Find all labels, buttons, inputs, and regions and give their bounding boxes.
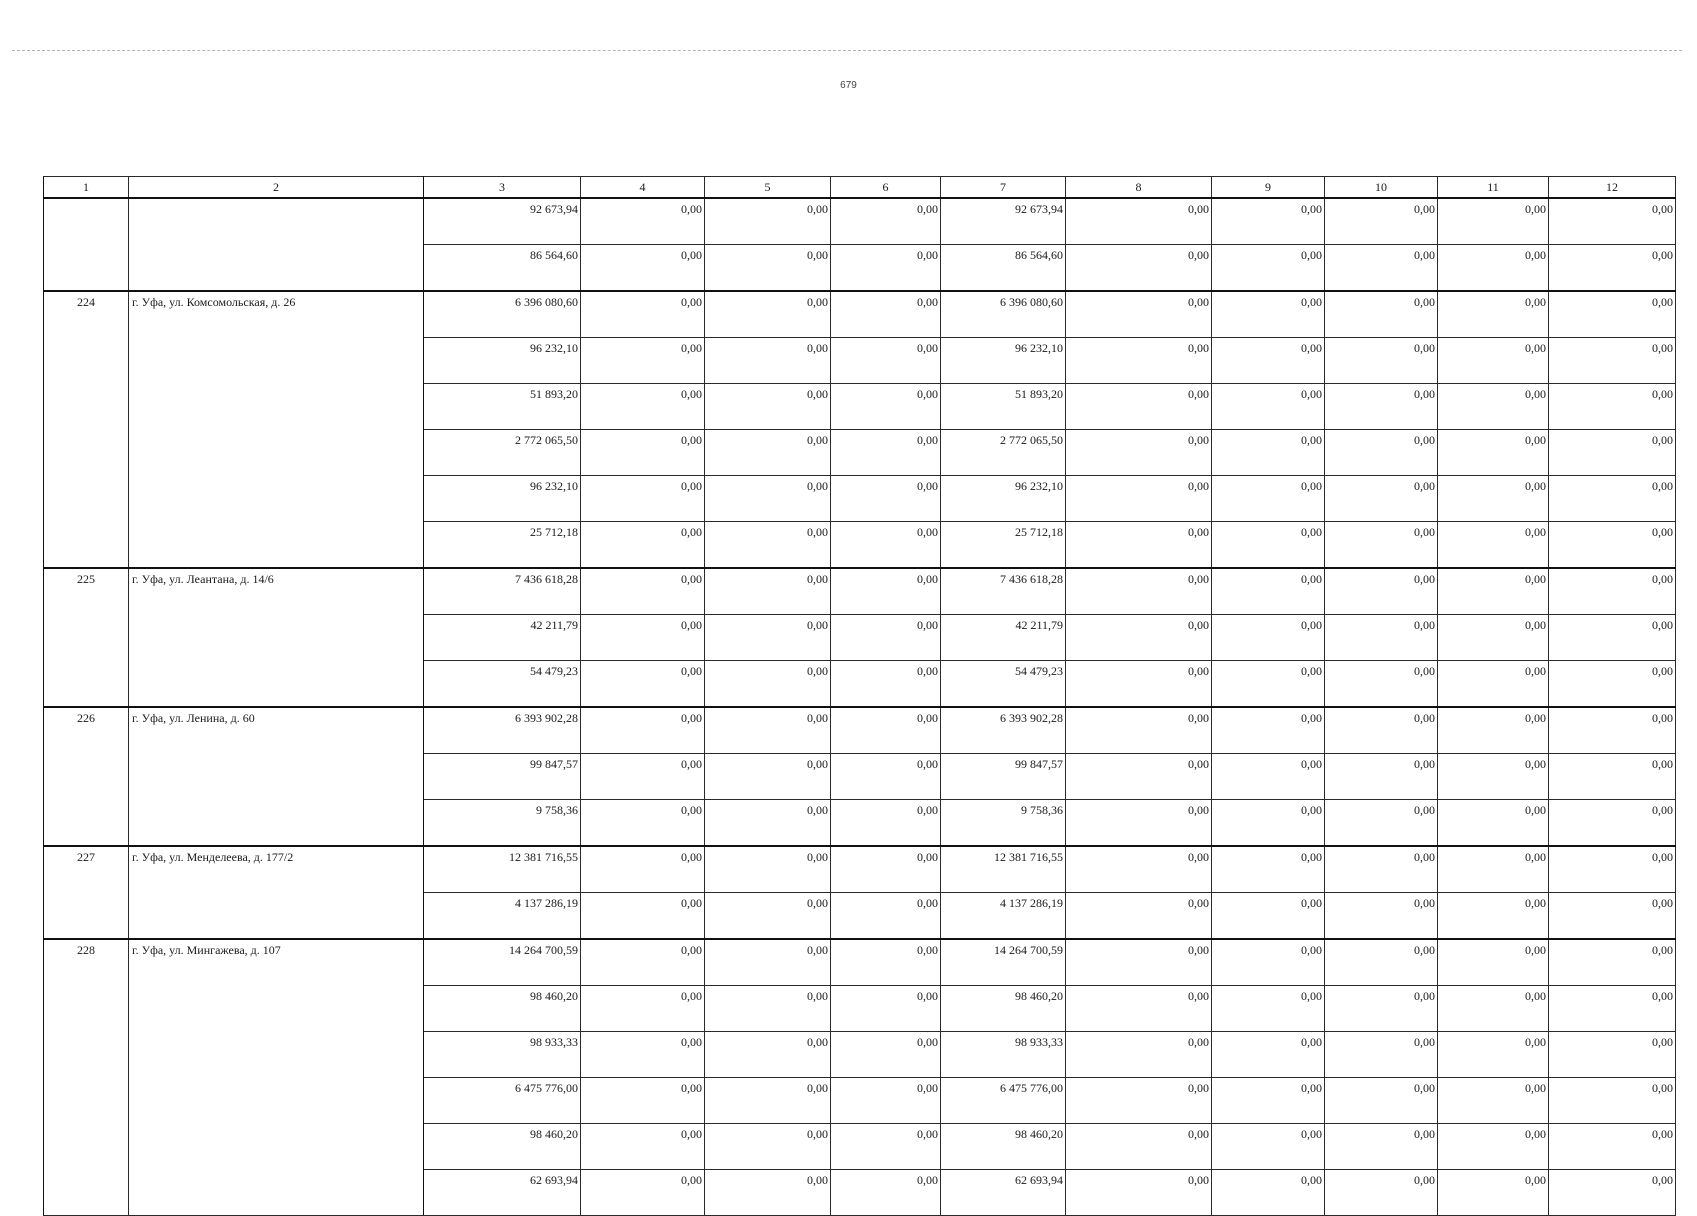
table-row: [44, 198, 1676, 245]
value-cell-col9: 0,00: [1212, 476, 1325, 522]
column-header-11: 11: [1438, 177, 1549, 199]
value-cell-col11: 0,00: [1438, 522, 1549, 569]
value-cell-col4: 0,00: [581, 939, 705, 986]
value-cell-col8: 0,00: [1066, 245, 1212, 292]
value-cell-col10: 0,00: [1325, 615, 1438, 661]
value-cell-col12: 0,00: [1549, 1032, 1676, 1078]
value-cell-col5: 0,00: [705, 384, 831, 430]
value-cell-col3: 99 847,57: [424, 754, 581, 800]
value-cell-col12: 0,00: [1549, 198, 1676, 245]
value-cell-col6: 0,00: [831, 430, 941, 476]
value-cell-col12: 0,00: [1549, 338, 1676, 384]
value-cell-col10: 0,00: [1325, 568, 1438, 615]
value-cell-col8: 0,00: [1066, 754, 1212, 800]
value-cell-col9: 0,00: [1212, 291, 1325, 338]
value-cell-col11: 0,00: [1438, 430, 1549, 476]
value-cell-col9: 0,00: [1212, 939, 1325, 986]
value-cell-col6: 0,00: [831, 198, 941, 245]
value-cell-col3: 51 893,20: [424, 384, 581, 430]
value-cell-col9: 0,00: [1212, 245, 1325, 292]
value-cell-col6: 0,00: [831, 1124, 941, 1170]
value-cell-col9: 0,00: [1212, 384, 1325, 430]
value-cell-col7: 12 381 716,55: [941, 846, 1066, 893]
address-cell: г. Уфа, ул. Ленина, д. 60: [129, 707, 424, 846]
column-header-7: 7: [941, 177, 1066, 199]
value-cell-col6: 0,00: [831, 384, 941, 430]
value-cell-col6: 0,00: [831, 1032, 941, 1078]
value-cell-col5: 0,00: [705, 291, 831, 338]
value-cell-col10: 0,00: [1325, 476, 1438, 522]
value-cell-col5: 0,00: [705, 568, 831, 615]
value-cell-col5: 0,00: [705, 939, 831, 986]
value-cell-col6: 0,00: [831, 1170, 941, 1216]
value-cell-col11: 0,00: [1438, 1170, 1549, 1216]
value-cell-col4: 0,00: [581, 800, 705, 847]
value-cell-col7: 7 436 618,28: [941, 568, 1066, 615]
value-cell-col12: 0,00: [1549, 986, 1676, 1032]
value-cell-col4: 0,00: [581, 846, 705, 893]
column-header-10: 10: [1325, 177, 1438, 199]
value-cell-col3: 6 396 080,60: [424, 291, 581, 338]
value-cell-col7: 14 264 700,59: [941, 939, 1066, 986]
value-cell-col10: 0,00: [1325, 245, 1438, 292]
value-cell-col4: 0,00: [581, 291, 705, 338]
row-number-cell: 225: [44, 568, 129, 707]
value-cell-col9: 0,00: [1212, 986, 1325, 1032]
column-header-9: 9: [1212, 177, 1325, 199]
value-cell-col8: 0,00: [1066, 198, 1212, 245]
address-cell: г. Уфа, ул. Менделеева, д. 177/2: [129, 846, 424, 939]
value-cell-col11: 0,00: [1438, 568, 1549, 615]
value-cell-col4: 0,00: [581, 522, 705, 569]
table-row: [44, 846, 1676, 893]
value-cell-col5: 0,00: [705, 1170, 831, 1216]
value-cell-col3: 25 712,18: [424, 522, 581, 569]
value-cell-col7: 6 475 776,00: [941, 1078, 1066, 1124]
value-cell-col7: 98 933,33: [941, 1032, 1066, 1078]
value-cell-col10: 0,00: [1325, 846, 1438, 893]
value-cell-col5: 0,00: [705, 707, 831, 754]
value-cell-col11: 0,00: [1438, 1078, 1549, 1124]
value-cell-col11: 0,00: [1438, 800, 1549, 847]
value-cell-col12: 0,00: [1549, 476, 1676, 522]
value-cell-col10: 0,00: [1325, 939, 1438, 986]
value-cell-col8: 0,00: [1066, 1032, 1212, 1078]
value-cell-col10: 0,00: [1325, 1170, 1438, 1216]
column-header-2: 2: [129, 177, 424, 199]
value-cell-col12: 0,00: [1549, 384, 1676, 430]
row-number-cell: 224: [44, 291, 129, 568]
value-cell-col3: 98 933,33: [424, 1032, 581, 1078]
header-row: [44, 177, 1676, 199]
value-cell-col12: 0,00: [1549, 430, 1676, 476]
value-cell-col7: 92 673,94: [941, 198, 1066, 245]
table-row: [44, 939, 1676, 986]
value-cell-col10: 0,00: [1325, 338, 1438, 384]
value-cell-col6: 0,00: [831, 568, 941, 615]
column-header-8: 8: [1066, 177, 1212, 199]
value-cell-col4: 0,00: [581, 198, 705, 245]
value-cell-col4: 0,00: [581, 384, 705, 430]
value-cell-col7: 9 758,36: [941, 800, 1066, 847]
value-cell-col3: 42 211,79: [424, 615, 581, 661]
value-cell-col9: 0,00: [1212, 754, 1325, 800]
value-cell-col9: 0,00: [1212, 1078, 1325, 1124]
value-cell-col12: 0,00: [1549, 754, 1676, 800]
value-cell-col10: 0,00: [1325, 198, 1438, 245]
value-cell-col10: 0,00: [1325, 707, 1438, 754]
value-cell-col9: 0,00: [1212, 198, 1325, 245]
value-cell-col8: 0,00: [1066, 291, 1212, 338]
value-cell-col3: 7 436 618,28: [424, 568, 581, 615]
value-cell-col7: 51 893,20: [941, 384, 1066, 430]
value-cell-col8: 0,00: [1066, 568, 1212, 615]
value-cell-col12: 0,00: [1549, 939, 1676, 986]
value-cell-col9: 0,00: [1212, 846, 1325, 893]
value-cell-col9: 0,00: [1212, 800, 1325, 847]
row-number-cell: 228: [44, 939, 129, 1216]
column-header-1: 1: [44, 177, 129, 199]
value-cell-col8: 0,00: [1066, 846, 1212, 893]
value-cell-col8: 0,00: [1066, 939, 1212, 986]
value-cell-col8: 0,00: [1066, 661, 1212, 708]
value-cell-col12: 0,00: [1549, 1124, 1676, 1170]
value-cell-col9: 0,00: [1212, 707, 1325, 754]
table-row: [44, 568, 1676, 615]
value-cell-col7: 96 232,10: [941, 476, 1066, 522]
value-cell-col7: 98 460,20: [941, 986, 1066, 1032]
value-cell-col7: 96 232,10: [941, 338, 1066, 384]
value-cell-col8: 0,00: [1066, 338, 1212, 384]
value-cell-col5: 0,00: [705, 522, 831, 569]
value-cell-col5: 0,00: [705, 430, 831, 476]
value-cell-col6: 0,00: [831, 846, 941, 893]
value-cell-col11: 0,00: [1438, 1124, 1549, 1170]
value-cell-col7: 54 479,23: [941, 661, 1066, 708]
value-cell-col9: 0,00: [1212, 568, 1325, 615]
row-number-cell: [44, 198, 129, 291]
value-cell-col3: 54 479,23: [424, 661, 581, 708]
scan-edge-line: [12, 50, 1682, 51]
value-cell-col8: 0,00: [1066, 893, 1212, 940]
value-cell-col11: 0,00: [1438, 893, 1549, 940]
value-cell-col6: 0,00: [831, 754, 941, 800]
value-cell-col9: 0,00: [1212, 661, 1325, 708]
value-cell-col9: 0,00: [1212, 1032, 1325, 1078]
page-number: 679: [840, 80, 857, 91]
value-cell-col3: 12 381 716,55: [424, 846, 581, 893]
value-cell-col5: 0,00: [705, 661, 831, 708]
value-cell-col3: 9 758,36: [424, 800, 581, 847]
value-cell-col10: 0,00: [1325, 754, 1438, 800]
value-cell-col12: 0,00: [1549, 893, 1676, 940]
value-cell-col8: 0,00: [1066, 986, 1212, 1032]
column-header-12: 12: [1549, 177, 1676, 199]
value-cell-col11: 0,00: [1438, 476, 1549, 522]
value-cell-col4: 0,00: [581, 1124, 705, 1170]
value-cell-col10: 0,00: [1325, 986, 1438, 1032]
value-cell-col6: 0,00: [831, 939, 941, 986]
value-cell-col12: 0,00: [1549, 1078, 1676, 1124]
value-cell-col7: 98 460,20: [941, 1124, 1066, 1170]
value-cell-col5: 0,00: [705, 1078, 831, 1124]
value-cell-col11: 0,00: [1438, 198, 1549, 245]
value-cell-col11: 0,00: [1438, 1032, 1549, 1078]
value-cell-col11: 0,00: [1438, 707, 1549, 754]
value-cell-col8: 0,00: [1066, 800, 1212, 847]
value-cell-col7: 42 211,79: [941, 615, 1066, 661]
value-cell-col9: 0,00: [1212, 893, 1325, 940]
value-cell-col9: 0,00: [1212, 1170, 1325, 1216]
value-cell-col3: 62 693,94: [424, 1170, 581, 1216]
value-cell-col12: 0,00: [1549, 800, 1676, 847]
value-cell-col7: 4 137 286,19: [941, 893, 1066, 940]
value-cell-col6: 0,00: [831, 245, 941, 292]
value-cell-col12: 0,00: [1549, 245, 1676, 292]
value-cell-col3: 92 673,94: [424, 198, 581, 245]
value-cell-col4: 0,00: [581, 1170, 705, 1216]
value-cell-col12: 0,00: [1549, 661, 1676, 708]
value-cell-col3: 14 264 700,59: [424, 939, 581, 986]
value-cell-col4: 0,00: [581, 245, 705, 292]
value-cell-col6: 0,00: [831, 707, 941, 754]
value-cell-col6: 0,00: [831, 522, 941, 569]
address-cell: г. Уфа, ул. Комсомольская, д. 26: [129, 291, 424, 568]
value-cell-col5: 0,00: [705, 476, 831, 522]
value-cell-col12: 0,00: [1549, 1170, 1676, 1216]
value-cell-col6: 0,00: [831, 291, 941, 338]
value-cell-col6: 0,00: [831, 476, 941, 522]
column-header-6: 6: [831, 177, 941, 199]
value-cell-col3: 6 475 776,00: [424, 1078, 581, 1124]
value-cell-col4: 0,00: [581, 476, 705, 522]
value-cell-col3: 6 393 902,28: [424, 707, 581, 754]
value-cell-col7: 6 396 080,60: [941, 291, 1066, 338]
value-cell-col12: 0,00: [1549, 522, 1676, 569]
row-number-cell: 226: [44, 707, 129, 846]
value-cell-col11: 0,00: [1438, 754, 1549, 800]
value-cell-col10: 0,00: [1325, 430, 1438, 476]
value-cell-col11: 0,00: [1438, 384, 1549, 430]
value-cell-col5: 0,00: [705, 245, 831, 292]
value-cell-col10: 0,00: [1325, 1124, 1438, 1170]
value-cell-col4: 0,00: [581, 661, 705, 708]
value-cell-col5: 0,00: [705, 893, 831, 940]
address-cell: г. Уфа, ул. Мингажева, д. 107: [129, 939, 424, 1216]
value-cell-col5: 0,00: [705, 846, 831, 893]
value-cell-col7: 99 847,57: [941, 754, 1066, 800]
value-cell-col3: 98 460,20: [424, 1124, 581, 1170]
value-cell-col6: 0,00: [831, 986, 941, 1032]
value-cell-col9: 0,00: [1212, 1124, 1325, 1170]
table-row: [44, 291, 1676, 338]
value-cell-col11: 0,00: [1438, 245, 1549, 292]
value-cell-col10: 0,00: [1325, 522, 1438, 569]
value-cell-col7: 6 393 902,28: [941, 707, 1066, 754]
value-cell-col11: 0,00: [1438, 986, 1549, 1032]
value-cell-col9: 0,00: [1212, 338, 1325, 384]
value-cell-col5: 0,00: [705, 1124, 831, 1170]
value-cell-col12: 0,00: [1549, 291, 1676, 338]
value-cell-col3: 96 232,10: [424, 338, 581, 384]
value-cell-col5: 0,00: [705, 1032, 831, 1078]
row-number-cell: 227: [44, 846, 129, 939]
value-cell-col8: 0,00: [1066, 1078, 1212, 1124]
value-cell-col4: 0,00: [581, 1078, 705, 1124]
value-cell-col5: 0,00: [705, 800, 831, 847]
value-cell-col8: 0,00: [1066, 522, 1212, 569]
value-cell-col4: 0,00: [581, 568, 705, 615]
column-header-3: 3: [424, 177, 581, 199]
value-cell-col7: 86 564,60: [941, 245, 1066, 292]
value-cell-col4: 0,00: [581, 1032, 705, 1078]
value-cell-col5: 0,00: [705, 754, 831, 800]
value-cell-col10: 0,00: [1325, 661, 1438, 708]
value-cell-col11: 0,00: [1438, 291, 1549, 338]
column-header-5: 5: [705, 177, 831, 199]
value-cell-col8: 0,00: [1066, 1170, 1212, 1216]
value-cell-col10: 0,00: [1325, 384, 1438, 430]
value-cell-col6: 0,00: [831, 893, 941, 940]
value-cell-col6: 0,00: [831, 1078, 941, 1124]
value-cell-col11: 0,00: [1438, 846, 1549, 893]
value-cell-col3: 98 460,20: [424, 986, 581, 1032]
value-cell-col6: 0,00: [831, 615, 941, 661]
value-cell-col8: 0,00: [1066, 384, 1212, 430]
address-cell: г. Уфа, ул. Леантана, д. 14/6: [129, 568, 424, 707]
value-cell-col12: 0,00: [1549, 615, 1676, 661]
value-cell-col9: 0,00: [1212, 430, 1325, 476]
value-cell-col11: 0,00: [1438, 661, 1549, 708]
value-cell-col11: 0,00: [1438, 615, 1549, 661]
value-cell-col4: 0,00: [581, 754, 705, 800]
value-cell-col10: 0,00: [1325, 893, 1438, 940]
value-cell-col8: 0,00: [1066, 476, 1212, 522]
value-cell-col4: 0,00: [581, 338, 705, 384]
value-cell-col10: 0,00: [1325, 291, 1438, 338]
value-cell-col7: 25 712,18: [941, 522, 1066, 569]
value-cell-col6: 0,00: [831, 800, 941, 847]
value-cell-col9: 0,00: [1212, 615, 1325, 661]
value-cell-col4: 0,00: [581, 986, 705, 1032]
value-cell-col6: 0,00: [831, 661, 941, 708]
value-cell-col4: 0,00: [581, 707, 705, 754]
table-row: [44, 707, 1676, 754]
value-cell-col8: 0,00: [1066, 707, 1212, 754]
value-cell-col8: 0,00: [1066, 1124, 1212, 1170]
value-cell-col12: 0,00: [1549, 846, 1676, 893]
value-cell-col11: 0,00: [1438, 338, 1549, 384]
value-cell-col3: 86 564,60: [424, 245, 581, 292]
value-cell-col10: 0,00: [1325, 1078, 1438, 1124]
value-cell-col4: 0,00: [581, 615, 705, 661]
value-cell-col8: 0,00: [1066, 430, 1212, 476]
value-cell-col5: 0,00: [705, 986, 831, 1032]
column-header-4: 4: [581, 177, 705, 199]
value-cell-col11: 0,00: [1438, 939, 1549, 986]
value-cell-col4: 0,00: [581, 893, 705, 940]
value-cell-col4: 0,00: [581, 430, 705, 476]
address-cell: [129, 198, 424, 291]
value-cell-col7: 62 693,94: [941, 1170, 1066, 1216]
value-cell-col5: 0,00: [705, 615, 831, 661]
value-cell-col5: 0,00: [705, 338, 831, 384]
value-cell-col9: 0,00: [1212, 522, 1325, 569]
data-table: [43, 176, 1676, 1216]
value-cell-col6: 0,00: [831, 338, 941, 384]
value-cell-col3: 2 772 065,50: [424, 430, 581, 476]
value-cell-col10: 0,00: [1325, 800, 1438, 847]
value-cell-col12: 0,00: [1549, 707, 1676, 754]
value-cell-col8: 0,00: [1066, 615, 1212, 661]
value-cell-col5: 0,00: [705, 198, 831, 245]
value-cell-col10: 0,00: [1325, 1032, 1438, 1078]
value-cell-col3: 96 232,10: [424, 476, 581, 522]
value-cell-col7: 2 772 065,50: [941, 430, 1066, 476]
value-cell-col3: 4 137 286,19: [424, 893, 581, 940]
value-cell-col12: 0,00: [1549, 568, 1676, 615]
